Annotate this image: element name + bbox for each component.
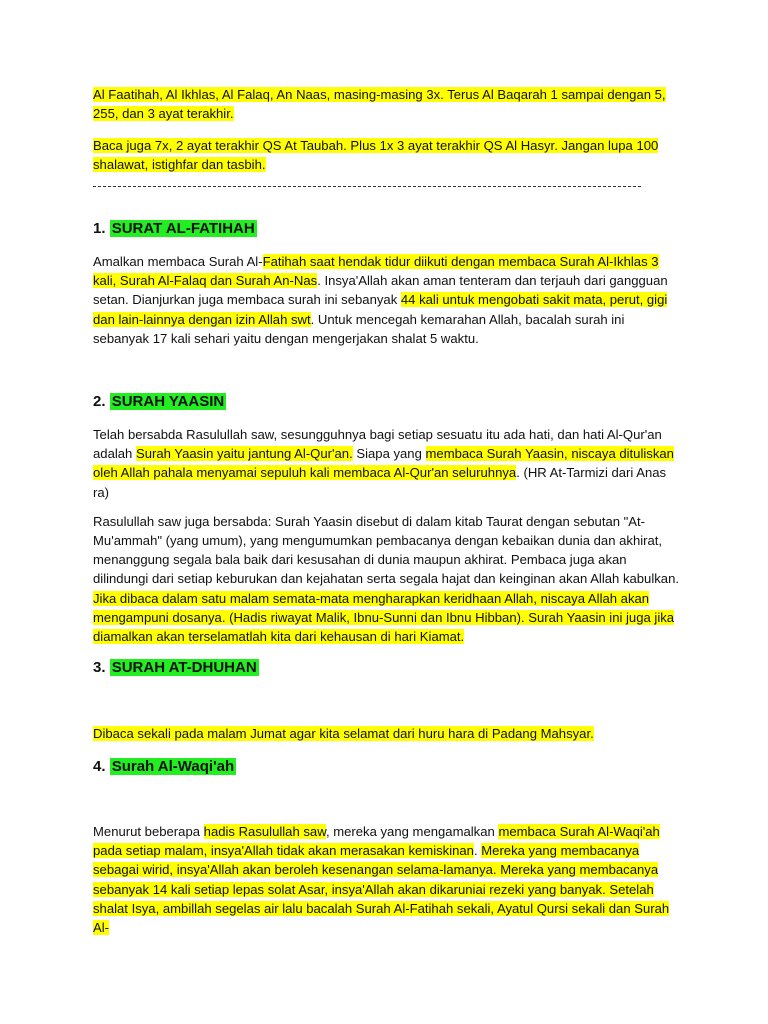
highlighted-text: hadis Rasulullah saw	[203, 824, 326, 839]
text-run: , mereka yang mengamalkan	[325, 824, 499, 839]
text-run: Rasulullah saw juga bersabda: Surah Yaasin disebut di dalam kitab Taurat dengan sebutan "At-Mu'ammah" (yang umum), yang mengumumkan pembacanya dengan kebaikan dunia dan akhirat, menanggung segala bala baik dari kesusahan di dunia maupun akhirat. Pembaca juga akan dilindungi dari setiap keburukan dan kejahatan serta segala hajat dan keinginan akan Allah kabulkan.	[93, 513, 680, 587]
section-heading-4	[93, 757, 236, 777]
section-2-body	[93, 425, 683, 646]
text-run: .	[473, 843, 482, 859]
section-title: SURAH AT-DHUHAN	[111, 659, 257, 676]
highlighted-text: Mereka yang membacanya sebagai wirid, insya'Allah akan beroleh kesenangan selama-lamanya. Mereka yang membacanya sebanyak 14 kali setiap lepas solat Asar, insya'Allah akan dikaruniai rezeki yang banyak. Setelah shalat Isya, ambillah segelas air lalu bacalah Surah Al-Fatihah sekali, Ayatul Qursi sekali dan Surah Al-	[93, 843, 670, 936]
section-number: 3.	[93, 659, 106, 676]
intro-paragraph-1-block	[93, 85, 683, 123]
section-heading-1	[93, 219, 257, 239]
highlighted-text: Fatihah saat hendak tidur diikuti dengan membaca Surah Al-Ikhlas 3 kali, Surah Al-Falaq dan Surah An-Nas	[93, 254, 659, 289]
section-paragraph	[93, 512, 683, 646]
section-3-body	[93, 724, 683, 743]
section-title: SURAH YAASIN	[111, 393, 225, 410]
intro-paragraph-2-block	[93, 136, 683, 174]
highlighted-text: membaca Surah Yaasin, niscaya dituliskan oleh Allah pahala menyamai sepuluh kali membaca Al-Qur'an seluruhnya	[93, 446, 674, 481]
highlighted-text: Baca juga 7x, 2 ayat terakhir QS At Taubah. Plus 1x 3 ayat terakhir QS Al Hasyr. Jangan lupa 100 shalawat, istighfar dan tasbih.	[93, 138, 659, 173]
text-run: Amalkan membaca Surah Al-	[93, 254, 263, 269]
intro-paragraph-1	[93, 85, 683, 123]
text-run: Siapa yang	[352, 446, 426, 462]
section-1-body	[93, 252, 683, 348]
text-run: . (HR At-Tarmizi dari Anas ra)	[93, 465, 667, 500]
section-paragraph	[93, 425, 683, 502]
text-run: Menurut beberapa	[93, 824, 204, 839]
section-number: 4.	[93, 758, 106, 775]
highlighted-text: Dibaca sekali pada malam Jumat agar kita selamat dari huru hara di Padang Mahsyar.	[93, 726, 594, 741]
highlighted-text: Jika dibaca dalam satu malam semata-mata mengharapkan keridhaan Allah, niscaya Allah akan mengampuni dosanya. (Hadis riwayat Malik, Ibnu-Sunni dan Ibnu Hibban). Surah Yaasin ini juga jika diamalkan akan terselamatlah kita dari kehausan di hari Kiamat.	[93, 590, 675, 645]
dashed-divider	[93, 186, 641, 187]
text-run: . Untuk mencegah kemarahan Allah, bacalah surah ini sebanyak 17 kali sehari yaitu dengan mengerjakan shalat 5 waktu.	[93, 311, 625, 346]
section-4-body	[93, 822, 683, 937]
section-number: 1.	[93, 220, 106, 237]
section-title: Surah Al-Waqi'ah	[111, 758, 235, 775]
highlighted-text: Surah Yaasin yaitu jantung Al-Qur'an.	[135, 446, 353, 462]
highlighted-text: 44 kali untuk mengobati sakit mata, perut, gigi dan lain-lainnya dengan izin Allah swt	[93, 292, 668, 327]
text-run: . Insya'Allah akan aman tenteram dan terjauh dari gangguan setan. Dianjurkan juga membaca surah ini sebanyak	[93, 273, 668, 308]
section-paragraph	[93, 724, 683, 743]
section-number: 2.	[93, 393, 106, 410]
highlighted-text: Al Faatihah, Al Ikhlas, Al Falaq, An Naas, masing-masing 3x. Terus Al Baqarah 1 sampai dengan 5, 255, dan 3 ayat terakhir.	[93, 87, 666, 122]
highlighted-text: membaca Surah Al-Waqi'ah pada setiap malam, insya'Allah tidak akan merasakan kemiskinan	[93, 824, 660, 859]
section-paragraph	[93, 252, 683, 348]
section-heading-3	[93, 658, 259, 678]
section-title: SURAT AL-FATIHAH	[111, 220, 255, 237]
section-heading-2	[93, 392, 226, 412]
section-paragraph	[93, 822, 683, 937]
text-run: Telah bersabda Rasulullah saw, sesungguhnya bagi setiap sesuatu itu ada hati, dan hati Al-Qur'an adalah	[93, 427, 662, 462]
intro-paragraph-2	[93, 136, 683, 174]
